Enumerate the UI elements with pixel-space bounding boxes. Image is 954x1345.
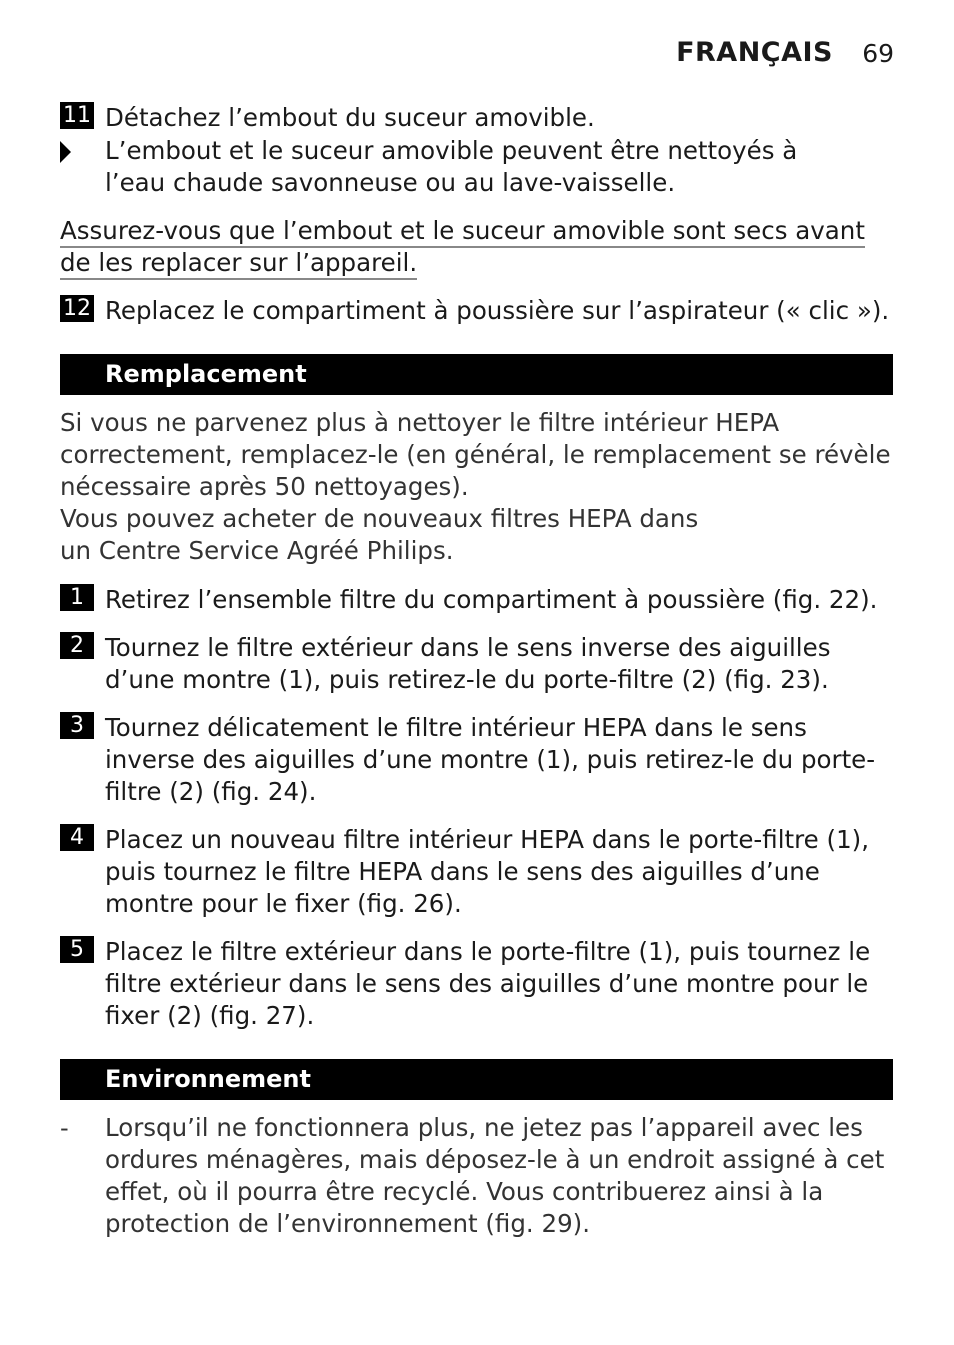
replacement-intro-1: Si vous ne parvenez plus à nettoyer le filtre intérieur HEPA correctement, remplacez-le (en général, le remplacement se révèle nécessaire après 50 nettoyages). [60,408,891,501]
bullet-note [60,135,894,199]
step-3 [60,712,894,808]
step-11 [60,102,894,134]
step-text: Détachez l’embout du suceur amovible. [105,103,595,132]
step-5 [60,936,894,1032]
section-header-environnement [60,1059,893,1100]
step-text: Retirez l’ensemble filtre du compartiment à poussière (fig. 22). [105,585,878,614]
step-text: Replacez le compartiment à poussière sur l’aspirateur (« clic »). [105,296,890,325]
environment-item [60,1112,894,1240]
section-title: Remplacement [105,360,307,388]
step-number-badge: 5 [60,936,94,963]
section-header-remplacement [60,354,893,395]
step-number-badge: 3 [60,712,94,739]
triangle-bullet-icon [60,141,71,163]
step-text: Placez le filtre extérieur dans le porte-filtre (1), puis tournez le filtre extérieur dans le sens des aiguilles d’une montre pour le fixer (2) (fig. 27). [105,937,871,1030]
section-title: Environnement [105,1065,311,1093]
page-number: 69 [862,39,894,68]
step-number-badge: 11 [60,102,94,129]
step-number-badge: 4 [60,824,94,851]
step-text: Placez un nouveau filtre intérieur HEPA dans le porte-filtre (1), puis tournez le filtre HEPA dans le sens des aiguilles d’une montre pour le fixer (fig. 26). [105,825,870,918]
dash-bullet: - [60,1114,69,1142]
step-number-badge: 1 [60,584,94,611]
step-text: Tournez délicatement le filtre intérieur HEPA dans le sens inverse des aiguilles d’une montre (1), puis retirez-le du porte-filtre (2) (fig. 24). [105,713,876,806]
step-text: Tournez le filtre extérieur dans le sens inverse des aiguilles d’une montre (1), puis retirez-le du porte-filtre (2) (fig. 23). [105,633,831,694]
bullet-note-text: L’embout et le suceur amovible peuvent être nettoyés à l’eau chaude savonneuse ou au lave-vaisselle. [105,136,798,197]
replacement-intro-2: Vous pouvez acheter de nouveaux filtres HEPA dans un Centre Service Agréé Philips. [60,504,699,565]
caution-text: Assurez-vous que l’embout et le suceur amovible sont secs avant de les replacer sur l’appareil. [60,216,865,280]
step-number-badge: 12 [60,295,94,322]
step-2 [60,632,894,696]
caution-paragraph [60,215,894,279]
step-1 [60,584,894,616]
step-number-badge: 2 [60,632,94,659]
language-header: FRANÇAIS [676,37,833,68]
environment-text: Lorsqu’il ne fonctionnera plus, ne jetez pas l’appareil avec les ordures ménagères, mais déposez-le à un endroit assigné à cet effet, où il pourra être recyclé. Vous contribuerez ainsi à la protection de l’environnement (fig. 29). [105,1113,885,1238]
step-4 [60,824,894,920]
step-12 [60,295,894,327]
